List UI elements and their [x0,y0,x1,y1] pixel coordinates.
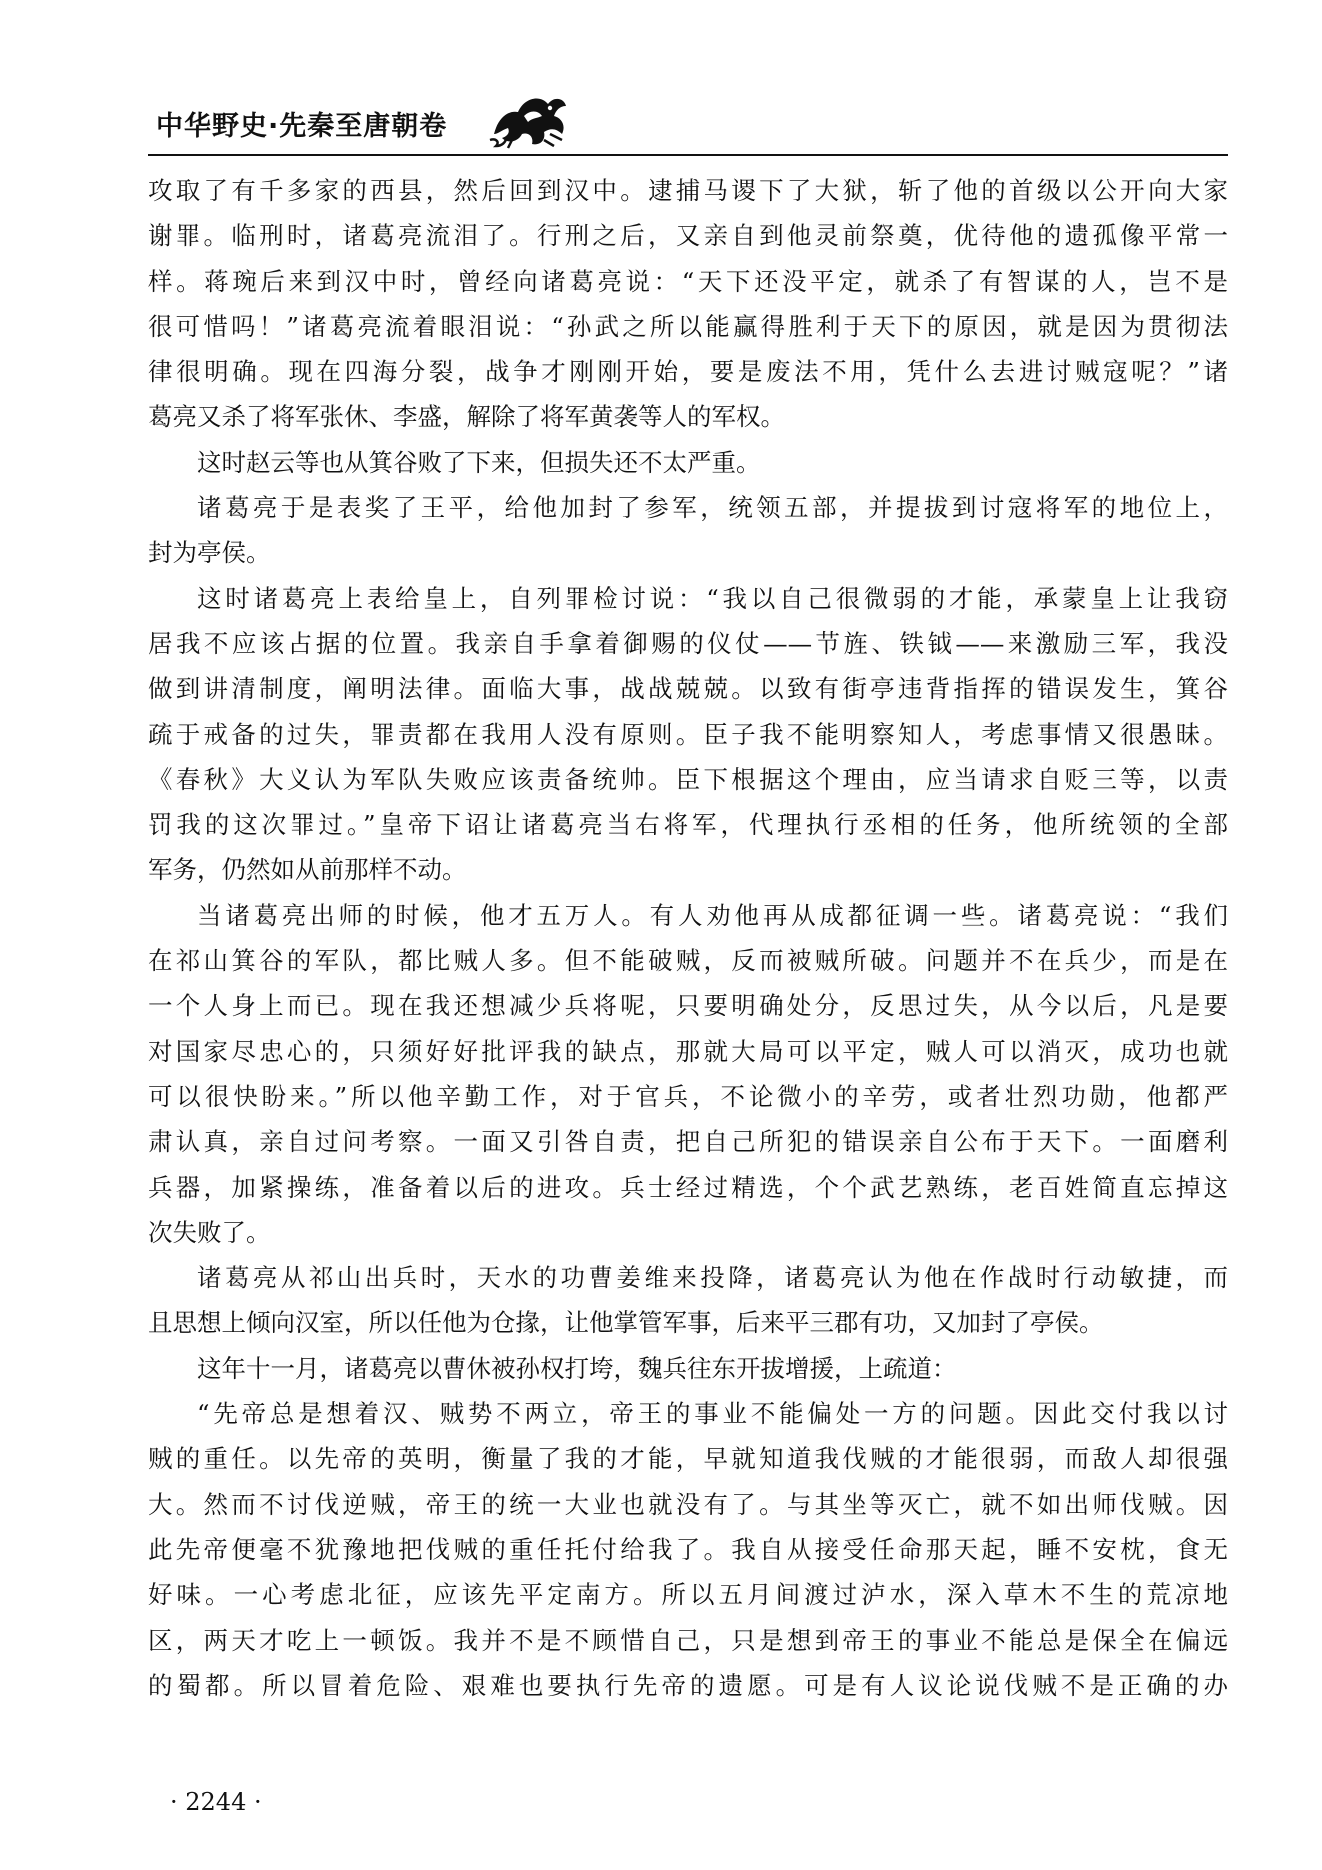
text-line: 对国家尽忠心的，只须好好批评我的缺点，那就大局可以平定，贼人可以消灭，成功也就 [148,1036,1228,1066]
text-line: 《春秋》大义认为军队失败应该责备统帅。臣下根据这个理由，应当请求自贬三等，以责 [148,764,1228,794]
text-line: 且思想上倾向汉室，所以任他为仓掾，让他掌管军事，后来平三郡有功，又加封了亭侯。 [148,1308,1104,1338]
text-line: 大。然而不讨伐逆贼，帝王的统一大业也就没有了。与其坐等灭亡，就不如出师伐贼。因 [148,1489,1228,1519]
text-line: 好味。一心考虑北征，应该先平定南方。所以五月间渡过泸水，深入草木不生的荒凉地 [148,1580,1228,1610]
text-line: 封为亭侯。 [148,538,271,568]
text-line: 诸葛亮从祁山出兵时，天水的功曹姜维来投降，诸葛亮认为他在作战时行动敏捷，而 [197,1263,1228,1293]
text-line: 一个人身上而已。现在我还想减少兵将呢，只要明确处分，反思过失，从今以后，凡是要 [148,991,1228,1021]
text-line: 攻取了有千多家的西县，然后回到汉中。逮捕马谡下了大狱，斩了他的首级以公开向大家 [148,176,1228,205]
text-line: 肃认真，亲自过问考察。一面又引咎自责，把自己所犯的错误亲自公布于天下。一面磨利 [148,1127,1228,1157]
text-line: 律很明确。现在四海分裂，战争才刚刚开始，要是废法不用，凭什么去进讨贼寇呢？”诸 [148,357,1228,387]
text-line: 很可惜吗！”诸葛亮流着眼泪说：“孙武之所以能赢得胜利于天下的原因，就是因为贯彻法 [148,311,1228,341]
text-line: 居我不应该占据的位置。我亲自手拿着御赐的仪仗——节旌、铁钺——来激励三军，我没 [148,628,1228,658]
text-line: 当诸葛亮出师的时候，他才五万人。有人劝他再从成都征调一些。诸葛亮说：“我们 [197,900,1228,930]
text-line: 的蜀都。所以冒着危险、艰难也要执行先帝的遗愿。可是有人议论说伐贼不是正确的办 [148,1670,1228,1700]
text-line: “先帝总是想着汉、贼势不两立，帝王的事业不能偏处一方的问题。因此交付我以讨 [197,1399,1228,1429]
page-number: · 2244 · [170,1788,262,1816]
text-line: 疏于戒备的过失，罪责都在我用人没有原则。臣子我不能明察知人，考虑事情又很愚昧。 [148,719,1228,749]
dragon-icon [484,88,572,150]
text-line: 可以很快盼来。”所以他辛勤工作，对于官兵，不论微小的辛劳，或者壮烈功勋，他都严 [148,1081,1228,1111]
text-line: 区，两天才吃上一顿饭。我并不是不顾惜自己，只是想到帝王的事业不能总是保全在偏远 [148,1625,1228,1655]
text-line: 这时赵云等也从箕谷败了下来，但损失还不太严重。 [197,447,761,477]
body-text [148,168,1228,1708]
text-line: 这年十一月，诸葛亮以曹休被孙权打垮，魏兵往东开拔增援，上疏道： [197,1353,957,1383]
text-line: 兵器，加紧操练，准备着以后的进攻。兵士经过精选，个个武艺熟练，老百姓简直忘掉这 [148,1172,1228,1202]
text-line: 此先帝便毫不犹豫地把伐贼的重任托付给我了。我自从接受任命那天起，睡不安枕，食无 [148,1534,1228,1564]
header-rule [148,154,1228,156]
text-line: 诸葛亮于是表奖了王平，给他加封了参军，统领五部，并提拔到讨寇将军的地位上， [197,493,1228,523]
text-line: 次失败了。 [148,1217,271,1247]
text-line: 葛亮又杀了将军张休、李盛，解除了将军黄袭等人的军权。 [148,402,785,432]
text-line: 谢罪。临刑时，诸葛亮流泪了。行刑之后，又亲自到他灵前祭奠，优待他的遗孤像平常一 [148,221,1228,251]
header-title: 中华野史·先秦至唐朝卷 [156,111,448,142]
text-line: 罚我的这次罪过。”皇帝下诏让诸葛亮当右将军，代理执行丞相的任务，他所统领的全部 [148,810,1228,840]
text-line: 样。蒋琬后来到汉中时，曾经向诸葛亮说：“天下还没平定，就杀了有智谋的人，岂不是 [148,266,1228,296]
running-header [148,92,1228,154]
text-line: 在祁山箕谷的军队，都比贼人多。但不能破贼，反而被贼所破。问题并不在兵少，而是在 [148,946,1228,976]
text-line: 贼的重任。以先帝的英明，衡量了我的才能，早就知道我伐贼的才能很弱，而敌人却很强 [148,1444,1228,1474]
text-line: 军务，仍然如从前那样不动。 [148,855,467,885]
text-line: 做到讲清制度，阐明法律。面临大事，战战兢兢。以致有街亭违背指挥的错误发生，箕谷 [148,674,1228,704]
text-line: 这时诸葛亮上表给皇上，自列罪检讨说：“我以自己很微弱的才能，承蒙皇上让我窃 [197,583,1228,613]
